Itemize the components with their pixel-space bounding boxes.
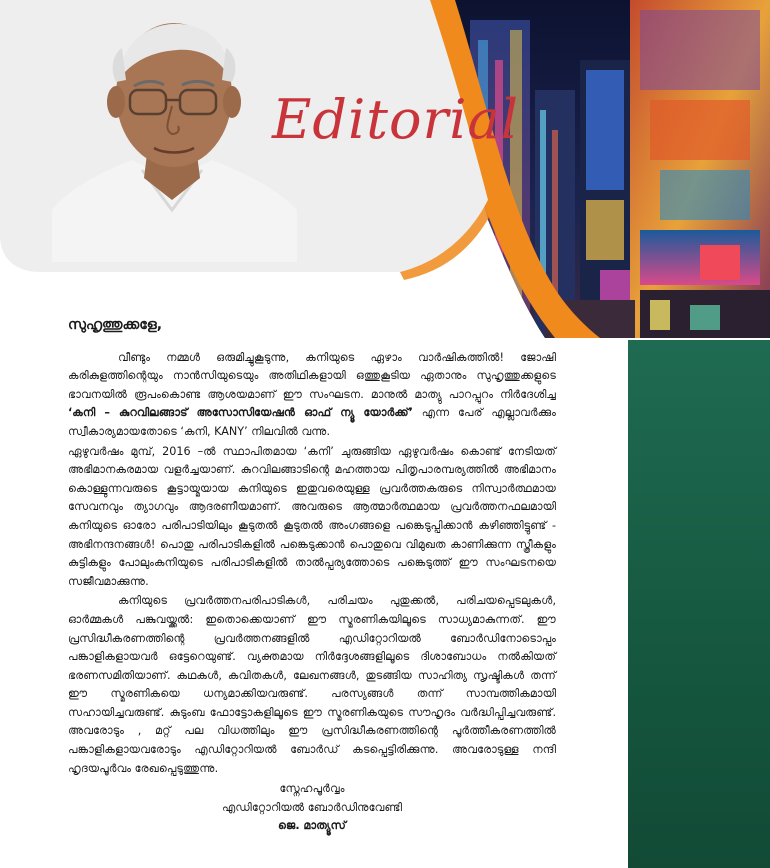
- association-name: ‘കനി – കുറവിലങ്ങാട് അസോസിയേഷൻ ഓഫ് ന്യൂ യോർക്ക്’: [68, 406, 414, 420]
- board-line: എഡിറ്റോറിയൽ ബോർഡിനുവേണ്ടി: [221, 800, 403, 814]
- paragraph-1-tail: എന്ന പേര് എല്ലാവർക്കും സ്വീകാര്യമായതോടെ ‘കനി, KANY’ നിലവിൽ വന്നു.: [68, 406, 556, 438]
- signature-name: ജെ. മാത്യൂസ്: [277, 819, 346, 833]
- editorial-title: Editorial: [272, 88, 520, 151]
- paragraph-3: കനിയുടെ പ്രവർത്തനപരിപാടികൾ, പരിചയം പുതുക്കൽ, പരിചയപ്പെടലുകൾ, ഓർമ്മകൾ പങ്കുവയ്ക്കൽ: ഇതൊക്കെയാണ് ഈ സ്മരണികയിലൂടെ സാധ്യമാകുന്നത്. ഈ പ്രസിദ്ധീകരണത്തിന്റെ പ്രവർത്തനങ്ങളിൽ എഡിറ്റോറിയൽ ബോർഡിനോടൊപ്പം പങ്കാളികളായവർ ഒട്ടേറെയുണ്ട്. വ്യക്തമായ നിർദ്ദേശങ്ങളിലൂടെ ദിശാബോധം നൽകിയത് ഭരണസമിതിയാണ്. കഥകൾ, കവിതകൾ, ലേഖനങ്ങൾ, തുടങ്ങിയ സാഹിത്യ സൃഷ്ടികൾ തന്ന് ഈ സ്മരണികയെ ധന്യമാക്കിയവരുണ്ട്. പരസ്യങ്ങൾ തന്ന് സാമ്പത്തികമായി സഹായിച്ചവരുണ്ട്. കുടുംബ ഫോട്ടോകളിലൂടെ ഈ സ്മരണികയുടെ സൗഹൃദം വർദ്ധിപ്പിച്ചവരുണ്ട്. അവരോടും , മറ്റ് പല വിധത്തിലും ഈ പ്രസിദ്ധീകരണത്തിന്റെ പൂർത്തീകരണത്തിൽ പങ്കാളികളായവരോടും എഡിറ്റോറിയൽ ബോർഡ് കടപ്പെട്ടിരിക്കുന്നു. അവരോടുള്ള നന്ദി ഹൃദയപൂർവം രേഖപ്പെടുത്തുന്നു.: [68, 594, 556, 775]
- paragraph-1: [68, 349, 556, 442]
- editorial-letter: [68, 316, 556, 836]
- green-side-band: [628, 340, 770, 868]
- paragraph-2: ഏഴുവർഷം മുമ്പ്, 2016 –ൽ സ്ഥാപിതമായ ‘കനി’ ചുരുങ്ങിയ ഏഴുവർഷം കൊണ്ട് നേടിയത് അഭിമാനകരമായ വളർച്ചയാണ്. കുറവിലങ്ങാടിന്റെ മഹത്തായ പിതൃപാരമ്പര്യത്തിൽ അഭിമാനം കൊള്ളുന്നവരുടെ കൂട്ടായ്മയായ കനിയുടെ ഇതുവരെയുള്ള പ്രവർത്തകരുടെ നിസ്വാർത്ഥമായ സേവനവും ത്യാഗവും ആദരണീയമാണ്. അവരുടെ ആത്മാർത്ഥമായ പ്രവർത്തനഫലമായി കനിയുടെ ഓരോ പരിപാടിയിലും കൂടുതൽ കൂടുതൽ അംഗങ്ങളെ പങ്കെടുപ്പിക്കാൻ കഴിഞ്ഞിട്ടുണ്ട് - അഭിനന്ദനങ്ങൾ! പൊതു പരിപാടികളിൽ പങ്കെടുക്കാൻ പൊതുവെ വിമുഖത കാണിക്കുന്ന സ്ത്രീകളും കുട്ടികളും പോലുംകനിയുടെ പരിപാടികളിൽ താൽപ്പര്യത്തോടെ പങ്കെടുത്ത് ഈ സംഘടനയെ സജീവമാക്കുന്നു.: [68, 444, 556, 588]
- portrait-photo: [52, 10, 297, 262]
- salutation: സുഹൃത്തുക്കളേ,: [68, 317, 163, 333]
- paragraph-1-text: വീണ്ടും നമ്മൾ ഒരുമിച്ചുകൂടുന്നു, കനിയുടെ ഏഴാം വാർഷികത്തിൽ! ജോഷി കരികുളത്തിന്റെയും നാൻസിയുടെയും അതിഥികളായി ഒത്തുകൂടിയ ഏതാനും സുഹൃത്തുക്കളുടെ ഭാവനയിൽ രൂപംകൊണ്ട ആശയമാണ് ഈ സംഘടന. മാനുൽ മാത്യു പാറപ്പുറം നിർദേശിച്ച: [68, 350, 556, 401]
- closing-line: സ്നേഹപൂർവ്വം: [279, 782, 345, 796]
- signoff: [68, 780, 556, 836]
